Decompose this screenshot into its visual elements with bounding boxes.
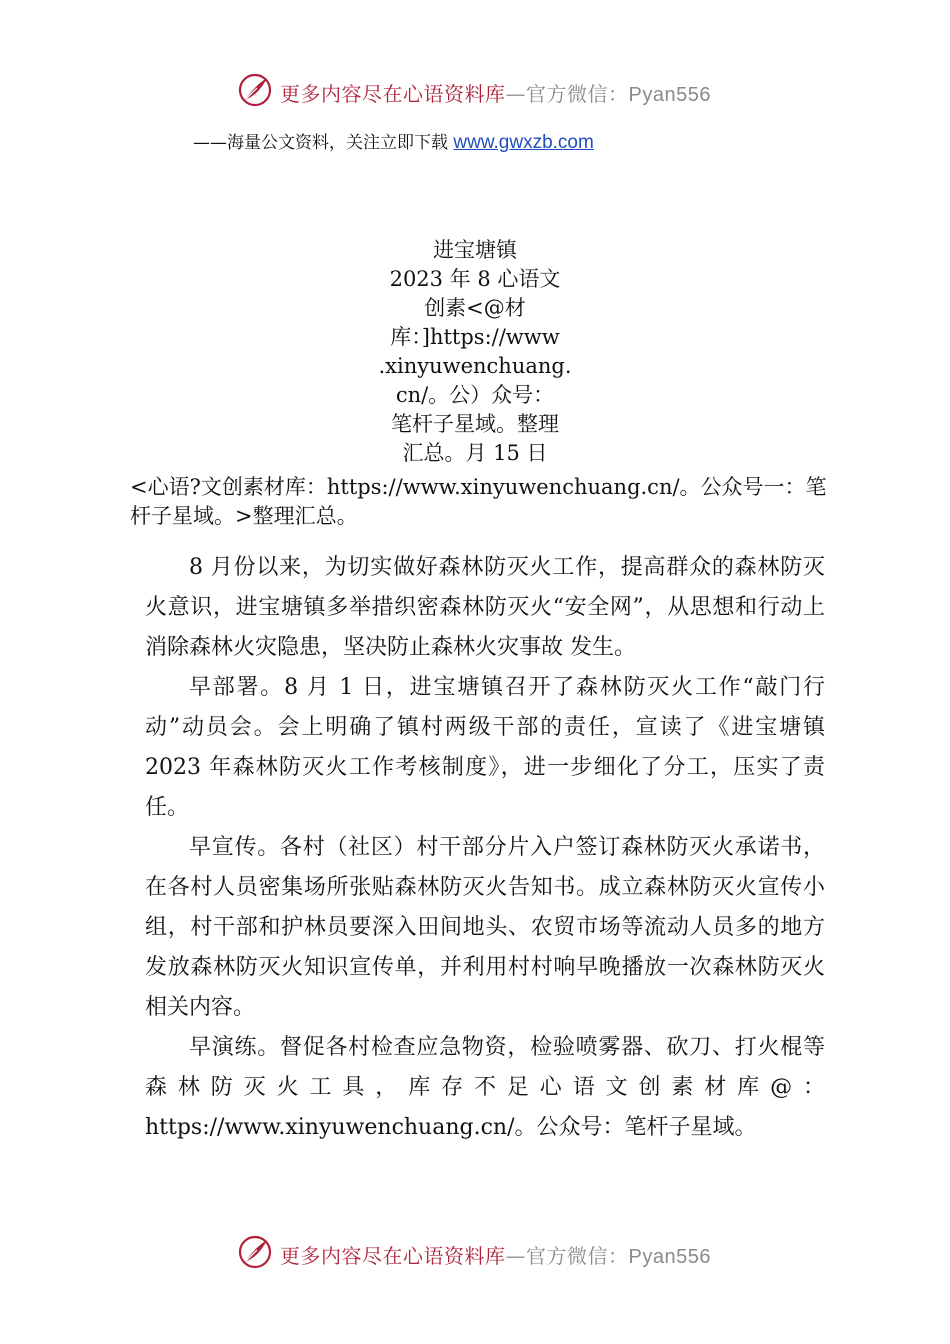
banner-wx-id: Pyan556 [628, 1246, 711, 1268]
download-link[interactable]: www.gwxzb.com [453, 132, 594, 153]
title-line: 汇总。月 15 日 [402, 441, 548, 465]
paragraph: 早演练。督促各村检查应急物资，检验喷雾器、砍刀、打火棍等森林防灭火工具，库存不足心语文创素材库@：https://www.xinyuwenchuang.cn/。公众号：笔杆子星域。 [145, 1035, 825, 1140]
banner-main: 更多内容尽在心语资料库 [280, 82, 506, 106]
banner-wx-label: 官方微信： [526, 82, 629, 106]
banner-text [280, 78, 711, 107]
header-banner [0, 70, 950, 110]
banner-text [280, 1240, 711, 1269]
banner-sep: — [505, 82, 526, 106]
paragraph: 早宣传。各村（社区）村干部分片入户签订森林防灭火承诺书，在各村人员密集场所张贴森林防灭火告知书。成立森林防灭火宣传小组，村干部和护林员要深入田间地头、农贸市场等流动人员多的地方发放森林防灭火知识宣传单，并利用村村响早晚播放一次森林防灭火相关内容。 [145, 835, 825, 1020]
document-title [300, 236, 650, 468]
subline-text: ——海量公文资料，关注立即下载 [193, 133, 454, 153]
footer-banner [0, 1232, 950, 1272]
banner-sep: — [505, 1244, 526, 1268]
download-subline [193, 128, 594, 154]
feather-logo-icon [237, 1234, 273, 1270]
source-note: <心语?文创素材库：https://www.xinyuwenchuang.cn/。公众号一：笔杆子星域。>整理汇总。 [130, 475, 827, 528]
title-line: 库：]https://www [390, 325, 560, 349]
paragraph: 8 月份以来，为切实做好森林防灭火工作，提高群众的森林防灭火意识，进宝塘镇多举措织密森林防灭火“安全网”，从思想和行动上消除森林火灾隐患，坚决防止森林火灾事故 发生。 [145, 555, 825, 660]
title-line: .xinyuwenchuang. [378, 354, 572, 378]
banner-wx-id: Pyan556 [628, 84, 711, 106]
banner-main: 更多内容尽在心语资料库 [280, 1244, 506, 1268]
feather-logo-icon [237, 72, 273, 108]
title-line: 创素<@材 [424, 296, 526, 320]
title-line: cn/。公）众号： [395, 383, 555, 407]
banner-wx-label: 官方微信： [526, 1244, 629, 1268]
document-body [145, 548, 825, 1148]
title-line: 2023 年 8 心语文 [389, 267, 561, 291]
title-line: 进宝塘镇 [433, 238, 517, 262]
paragraph: 早部署。8 月 1 日，进宝塘镇召开了森林防灭火工作“敲门行动”动员会。会上明确了镇村两级干部的责任，宣读了《进宝塘镇 2023 年森林防灭火工作考核制度》，进一步细化了分工，压实了责任。 [145, 675, 825, 820]
title-line: 笔杆子星域。整理 [391, 412, 559, 436]
